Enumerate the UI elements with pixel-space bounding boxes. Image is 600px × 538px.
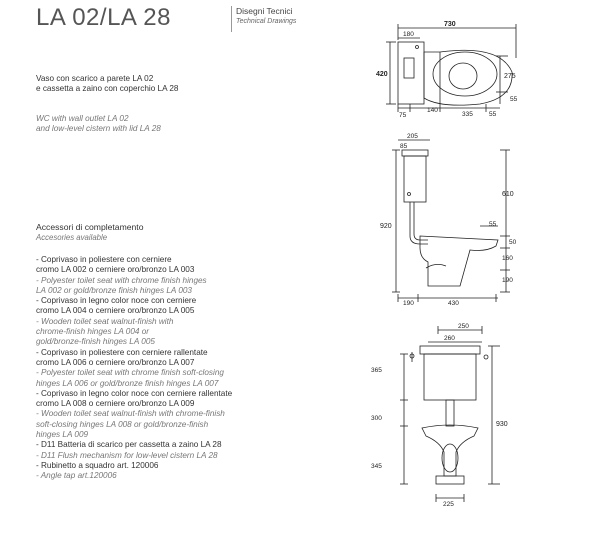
dim-side-160: 160 bbox=[502, 255, 513, 262]
accessory-text-en: gold/bronze-finish hinges LA 005 bbox=[36, 337, 155, 347]
top-view-drawing bbox=[376, 21, 518, 119]
accessory-text-en: LA 002 or gold/bronze finish hinges LA 003 bbox=[36, 285, 192, 295]
header-divider bbox=[231, 6, 232, 32]
dim-front-930: 930 bbox=[496, 421, 508, 428]
dim-top-55: 55 bbox=[510, 96, 518, 103]
accessory-text-it: - D11 Batteria di scarico per cassetta a zaino LA 28 bbox=[36, 440, 222, 450]
description-line: Vaso con scarico a parete LA 02 bbox=[36, 74, 154, 83]
front-view-drawing bbox=[371, 323, 508, 508]
accessory-text-it: - Coprivaso in poliestere con cerniere rallentate bbox=[36, 347, 208, 357]
dim-front-225: 225 bbox=[443, 501, 454, 508]
dim-side-430: 430 bbox=[448, 300, 459, 307]
dim-front-365: 365 bbox=[371, 367, 382, 374]
accessories-subheading: Accesories available bbox=[36, 233, 108, 242]
accessory-text-it: cromo LA 006 o cerniere oro/bronzo LA 007 bbox=[36, 357, 195, 367]
accessory-text-it: cromo LA 002 o cerniere oro/bronzo LA 003 bbox=[36, 265, 195, 275]
dim-top-730: 730 bbox=[444, 21, 456, 28]
accessory-text-it: - Rubinetto a squadro art. 120006 bbox=[36, 460, 159, 470]
page-title: LA 02/LA 28 bbox=[36, 4, 171, 31]
accessory-text-it: - Coprivaso in poliestere con cerniere bbox=[36, 255, 172, 264]
dim-front-250: 250 bbox=[458, 323, 469, 330]
description-line: and low-level cistern with lid LA 28 bbox=[36, 124, 161, 134]
accessory-text-en: chrome-finish hinges LA 004 or bbox=[36, 327, 150, 337]
dim-top-75: 75 bbox=[399, 112, 407, 119]
dim-top-420: 420 bbox=[376, 71, 388, 78]
dim-side-190: 190 bbox=[403, 300, 414, 307]
accessory-text-en: hinges LA 006 or gold/bronze finish hinges LA 007 bbox=[36, 378, 219, 388]
accessory-text-en: hinges LA 009 bbox=[36, 430, 89, 440]
product-description-en bbox=[36, 114, 161, 135]
dim-side-205: 205 bbox=[407, 133, 418, 140]
accessory-text-en: - Polyester toilet seat with chrome finish soft-closing bbox=[36, 368, 224, 378]
product-description-it bbox=[36, 74, 178, 95]
description-line: e cassetta a zaino con coperchio LA 28 bbox=[36, 84, 179, 94]
accessory-text-it: - Coprivaso in legno color noce con cerniere rallentate bbox=[36, 388, 233, 398]
accessory-item bbox=[36, 440, 276, 461]
dim-front-300: 300 bbox=[371, 415, 382, 422]
accessories-list bbox=[36, 255, 276, 482]
accessory-text-en: - Wooden toilet seat walnut-finish with chrome-finish bbox=[36, 409, 225, 419]
accessory-text-en: - Angle tap art.120006 bbox=[36, 471, 117, 481]
accessory-text-it: cromo LA 004 o cerniere oro/bronzo LA 005 bbox=[36, 306, 195, 316]
accessory-text-en: - D11 Flush mechanism for low-level cistern LA 28 bbox=[36, 450, 218, 460]
dim-top-275: 275 bbox=[504, 73, 516, 80]
accessories-heading: Accessori di completamento bbox=[36, 222, 144, 232]
accessory-text-it: cromo LA 008 o cerniere oro/bronzo LA 009 bbox=[36, 399, 195, 409]
side-view-drawing bbox=[380, 133, 517, 307]
dim-top-140: 140 bbox=[427, 107, 438, 114]
section-title: Disegni Tecnici bbox=[236, 6, 293, 16]
dim-side-190b: 190 bbox=[502, 277, 513, 284]
dim-top-335: 335 bbox=[462, 111, 473, 118]
accessory-text-en: soft-closing hinges LA 008 or gold/bronze-finish bbox=[36, 419, 209, 429]
dim-side-50: 50 bbox=[509, 239, 517, 246]
accessory-item bbox=[36, 296, 276, 347]
accessory-text-en: - Polyester toilet seat with chrome finish hinges bbox=[36, 275, 207, 285]
dim-side-610: 610 bbox=[502, 191, 514, 198]
accessory-item bbox=[36, 461, 276, 482]
accessory-item bbox=[36, 389, 276, 440]
dim-front-260: 260 bbox=[444, 335, 455, 342]
dim-side-920: 920 bbox=[380, 223, 392, 230]
dim-side-55: 55 bbox=[489, 221, 497, 228]
dim-side-85: 85 bbox=[400, 143, 408, 150]
description-line: WC with wall outlet LA 02 bbox=[36, 114, 129, 123]
accessory-text-it: - Coprivaso in legno color noce con cerniere bbox=[36, 296, 197, 306]
section-subtitle: Technical Drawings bbox=[236, 18, 297, 25]
dim-front-345: 345 bbox=[371, 463, 382, 470]
accessory-item bbox=[36, 348, 276, 389]
accessory-item bbox=[36, 255, 276, 296]
technical-drawings bbox=[370, 16, 600, 536]
dim-top-180: 180 bbox=[403, 31, 414, 38]
dim-top-55b: 55 bbox=[489, 111, 497, 118]
accessory-text-en: - Wooden toilet seat walnut-finish with bbox=[36, 316, 174, 326]
